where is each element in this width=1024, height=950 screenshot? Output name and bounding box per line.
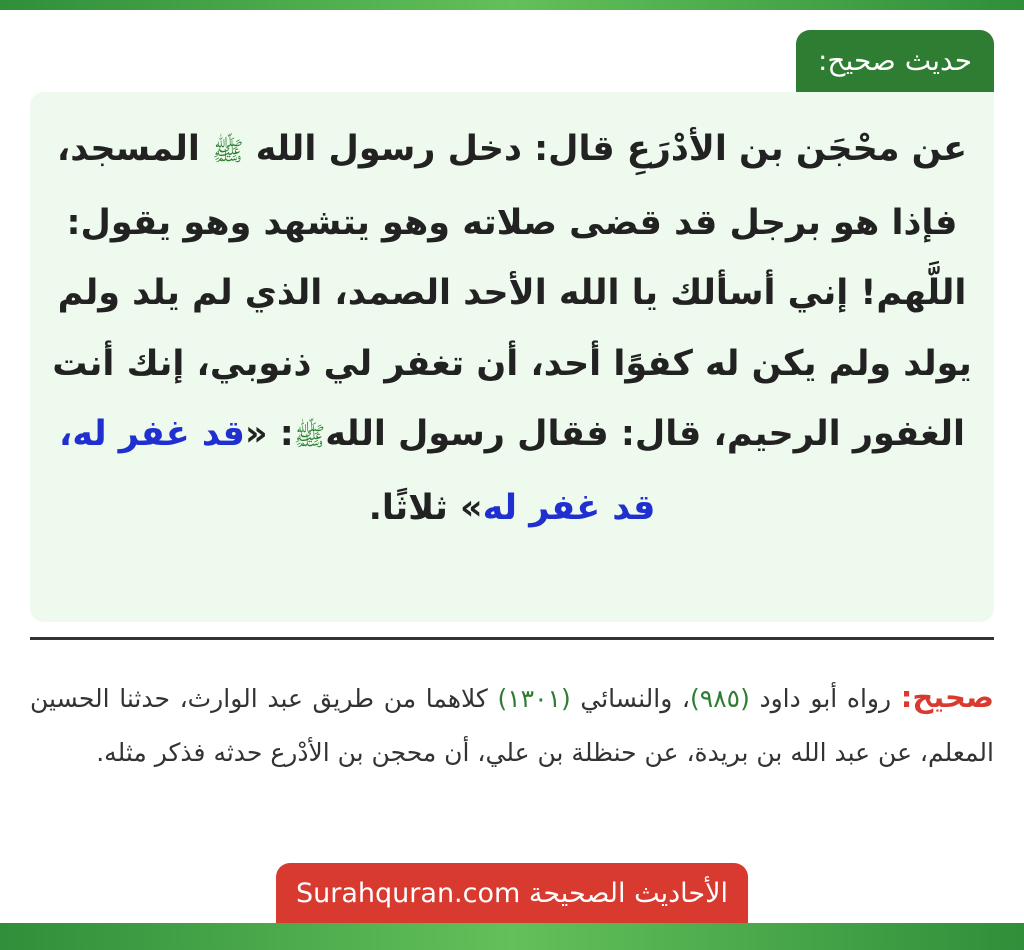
- top-decorative-bar: [0, 0, 1024, 10]
- site-badge[interactable]: الأحاديث الصحيحة Surahquran.com: [276, 863, 748, 925]
- hadith-text-box: [30, 92, 994, 622]
- blessing-glyph: ﷺ: [212, 137, 244, 167]
- grade-label: صحيح:: [900, 680, 994, 714]
- section-divider: [30, 637, 994, 640]
- source-text-3: كلاهما من طريق عبد الوارث، حدثنا الحسين المعلم، عن عبد الله بن بريدة، عن حنظلة بن علي، أن محجن بن الأدْرع حدثه فذكر مثله.: [30, 684, 994, 767]
- hadith-text-part4: » ثلاثًا.: [368, 487, 483, 528]
- source-text-1: رواه أبو داود: [749, 684, 901, 713]
- source-note: [30, 670, 994, 780]
- hadith-text-part3: : «: [244, 414, 294, 454]
- source-text-2: ، والنسائي: [570, 684, 690, 713]
- bottom-decorative-bar: [0, 923, 1024, 950]
- prophet-quote: قد غفر له، قد غفر له: [58, 414, 656, 528]
- hadith-label-tab: حديث صحيح:: [796, 30, 994, 92]
- blessing-glyph: ﷺ: [293, 422, 326, 452]
- nasai-number: (١٣٠١): [497, 684, 571, 713]
- abu-dawud-number: (٩٨٥): [690, 684, 750, 713]
- hadith-text-part2: المسجد، فإذا هو برجل قد قضى صلاته وهو يتشهد وهو يقول: اللَّهم! إني أسألك يا الله الأحد الصمد، الذي لم يلد ولم يولد ولم يكن له كفوًا أحد، أن تغفر لي ذنوبي، إنك أنت الغفور الرحيم، قال: فقال رسول الله: [52, 129, 972, 454]
- hadith-text-part1: عن محْجَن بن الأدْرَعِ قال: دخل رسول الله: [243, 129, 968, 169]
